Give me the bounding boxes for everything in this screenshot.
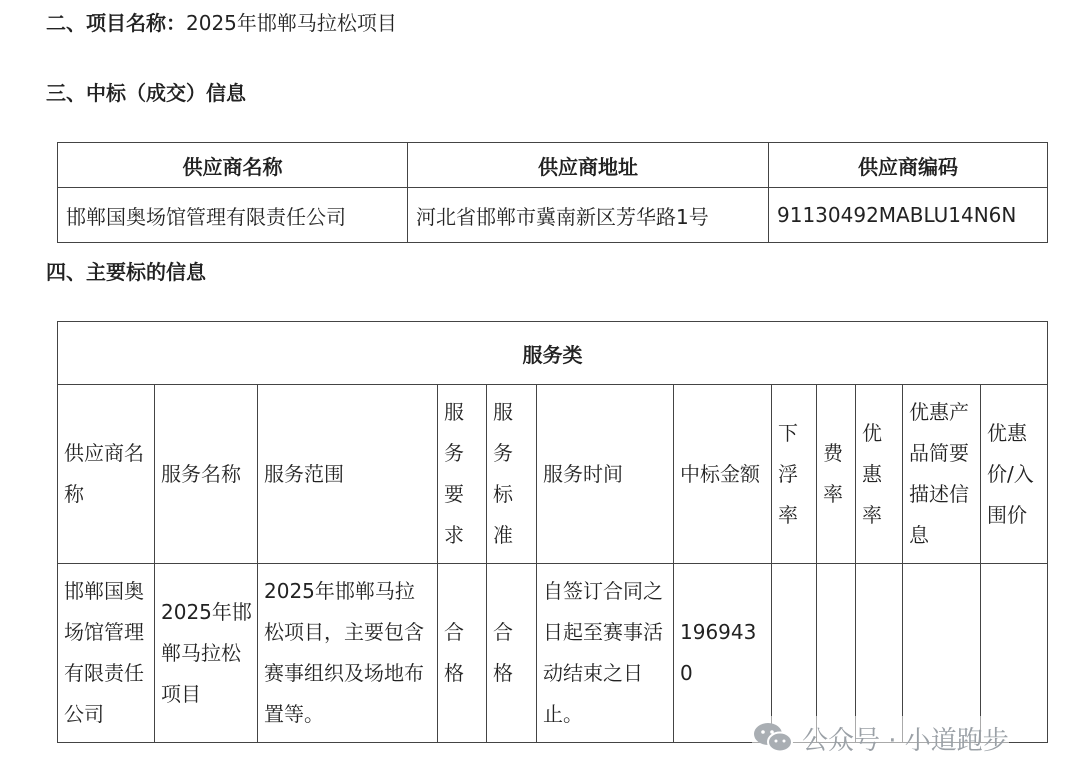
supplier-name-cell: 邯郸国奥场馆管理有限责任公司 <box>58 188 408 243</box>
service-header-service-standard: 服务标准 <box>487 385 537 564</box>
supplier-code-header: 供应商编码 <box>769 143 1048 188</box>
service-table <box>57 321 1048 743</box>
service-header-service-requirement: 服务要求 <box>438 385 487 564</box>
service-header-preferential-product-description: 优惠产品简要描述信息 <box>903 385 981 564</box>
service-cell-service-time: 自签订合同之日起至赛事活动结束之日止。 <box>537 564 674 743</box>
service-header-service-time: 服务时间 <box>537 385 674 564</box>
service-header-service-name: 服务名称 <box>155 385 258 564</box>
supplier-table-header-row <box>58 143 1048 188</box>
service-header-fee-rate: 费率 <box>817 385 856 564</box>
wechat-icon <box>752 720 794 756</box>
service-cell-bid-amount: 1969430 <box>674 564 772 743</box>
award-info-heading: 三、中标（成交）信息 <box>46 81 246 105</box>
watermark <box>752 716 1009 760</box>
service-header-bid-amount: 中标金额 <box>674 385 772 564</box>
project-name-value: 2025年邯郸马拉松项目 <box>186 11 397 35</box>
service-category-title: 服务类 <box>58 322 1048 385</box>
watermark-text: 公众号 · 小道跑步 <box>802 725 1009 756</box>
service-header-preferential-price: 优惠价/入围价 <box>981 385 1048 564</box>
service-cell-service-standard: 合格 <box>487 564 537 743</box>
supplier-address-header: 供应商地址 <box>408 143 769 188</box>
main-subject-heading: 四、主要标的信息 <box>46 260 206 284</box>
supplier-table <box>57 142 1048 243</box>
service-table-header-row <box>58 385 1048 564</box>
service-header-supplier-name: 供应商名称 <box>58 385 155 564</box>
service-cell-supplier-name: 邯郸国奥场馆管理有限责任公司 <box>58 564 155 743</box>
supplier-name-header: 供应商名称 <box>58 143 408 188</box>
supplier-address-cell: 河北省邯郸市冀南新区芳华路1号 <box>408 188 769 243</box>
service-header-preferential-rate: 优惠率 <box>856 385 903 564</box>
project-name-label: 二、项目名称： <box>46 11 186 35</box>
project-name-line <box>46 9 397 37</box>
service-cell-service-scope: 2025年邯郸马拉松项目，主要包含赛事组织及场地布置等。 <box>258 564 438 743</box>
service-header-service-scope: 服务范围 <box>258 385 438 564</box>
service-header-discount-rate: 下浮率 <box>772 385 817 564</box>
service-cell-service-name: 2025年邯郸马拉松项目 <box>155 564 258 743</box>
service-cell-service-requirement: 合格 <box>438 564 487 743</box>
service-table-title-row <box>58 322 1048 385</box>
supplier-table-row <box>58 188 1048 243</box>
supplier-code-cell: 91130492MABLU14N6N <box>769 188 1048 243</box>
